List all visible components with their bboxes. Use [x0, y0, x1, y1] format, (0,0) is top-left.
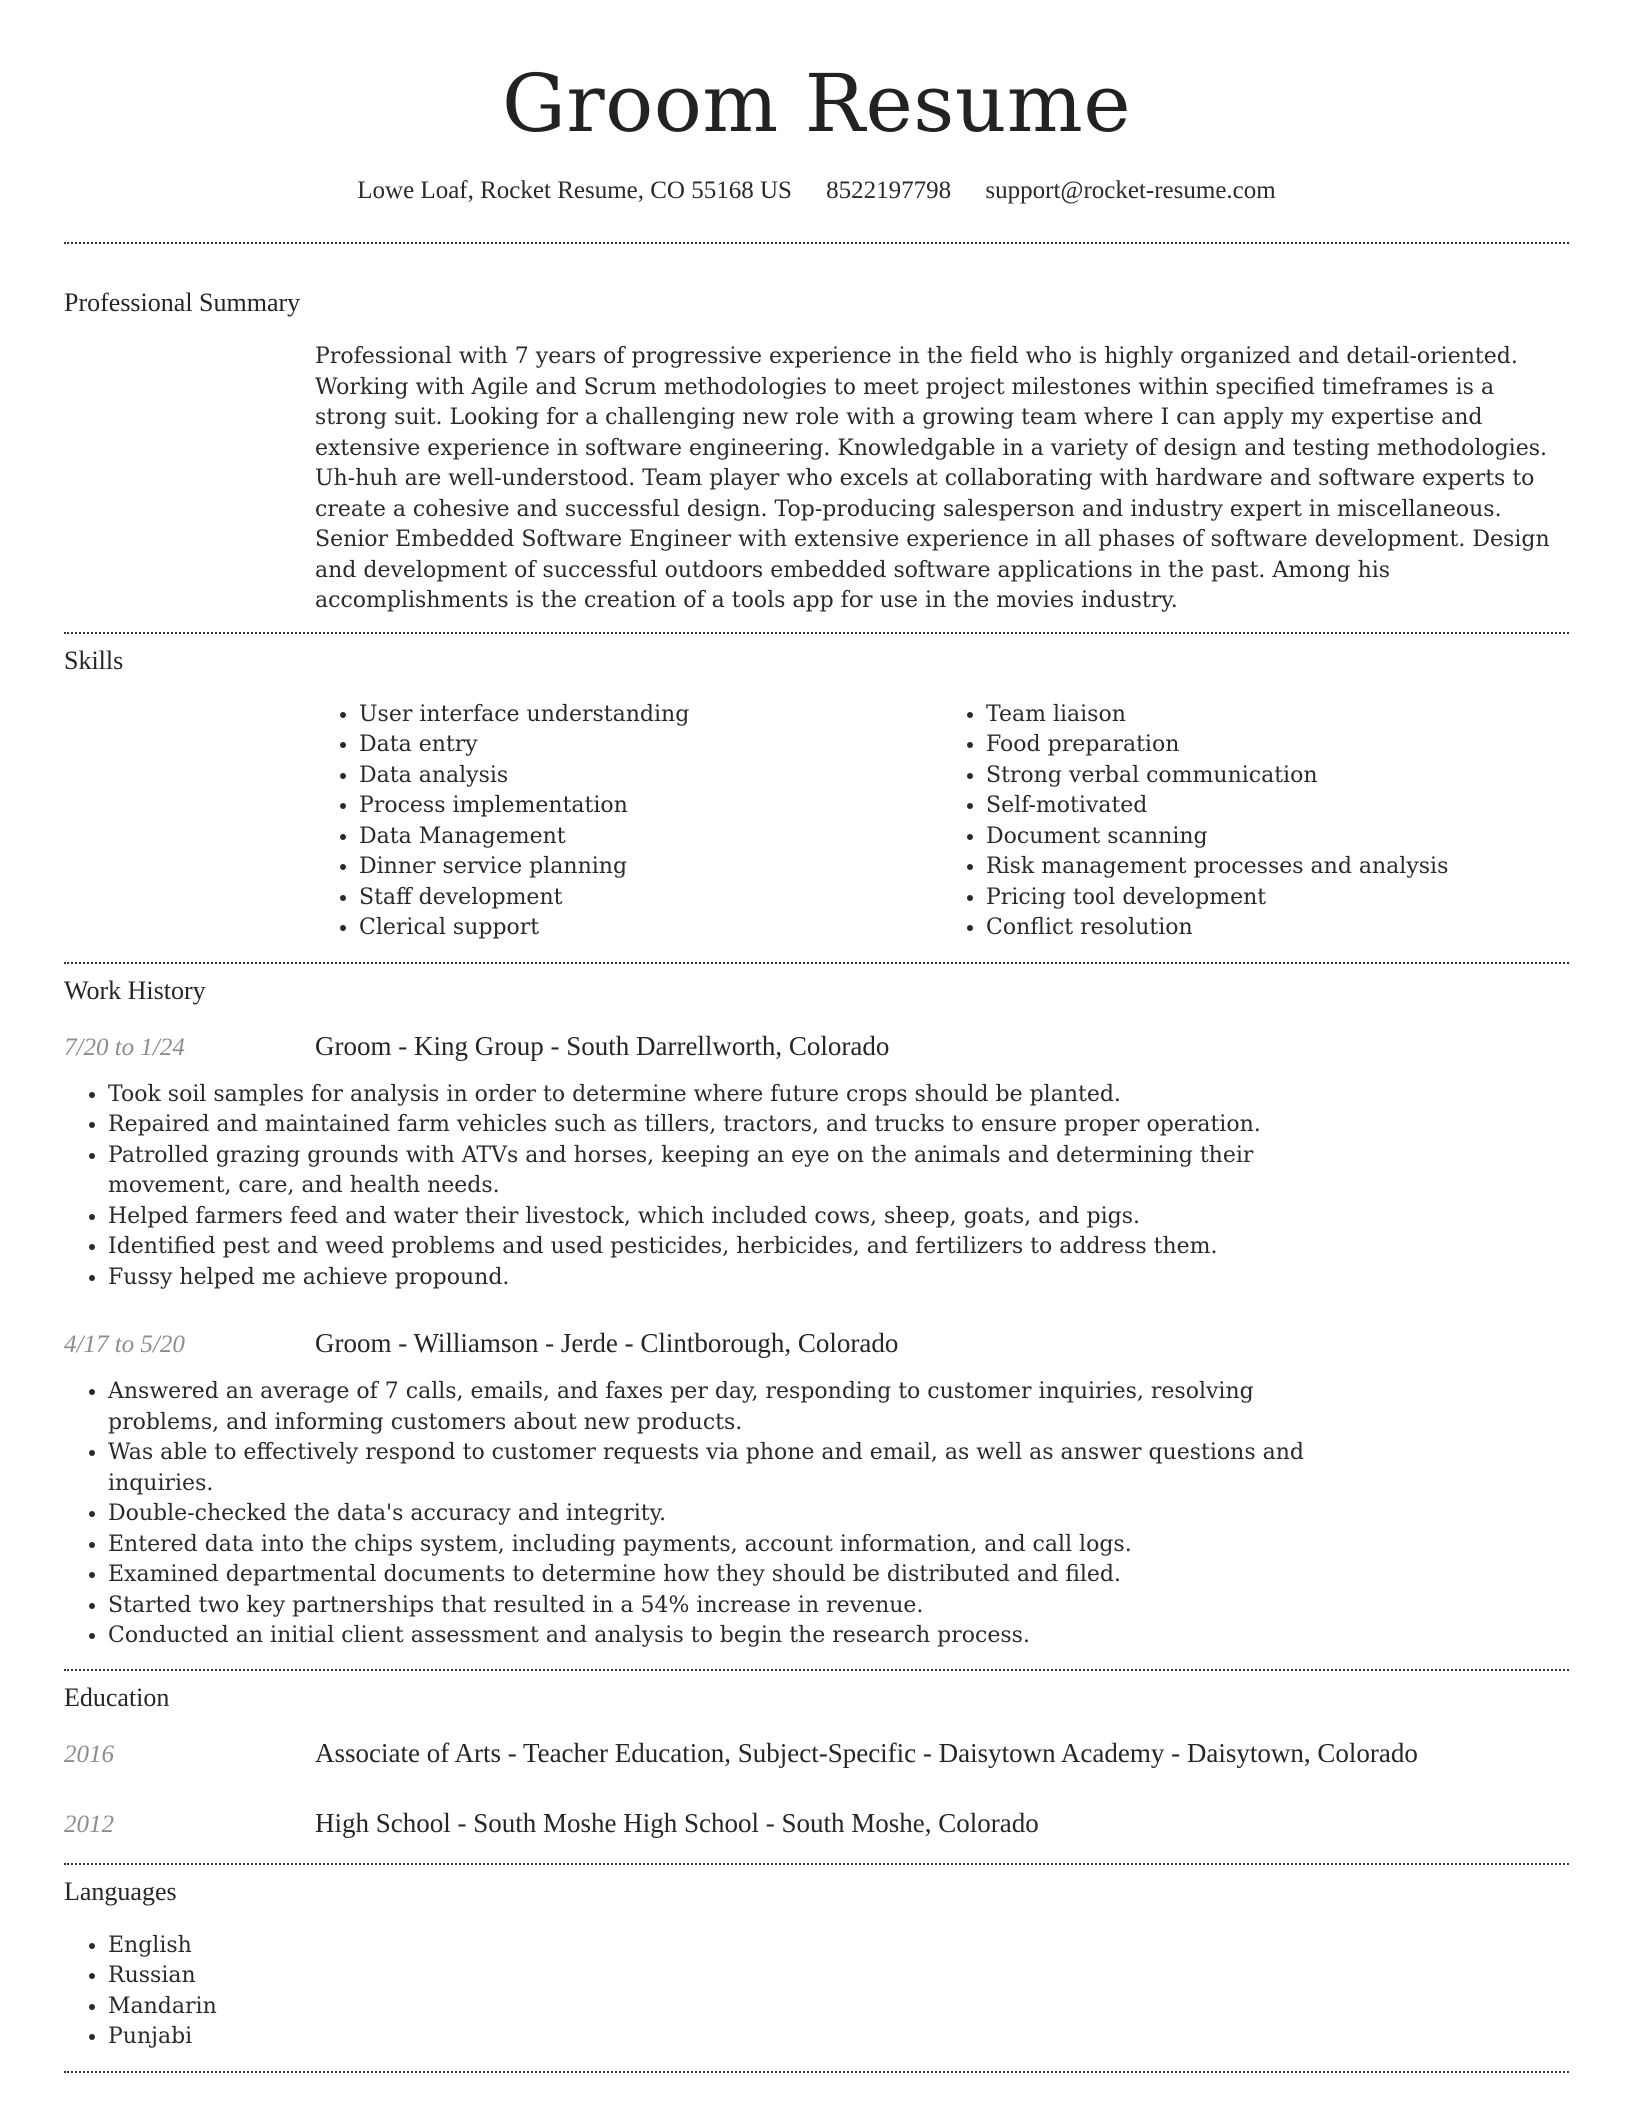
skills-title: Skills — [64, 645, 124, 675]
skill-item: • Team liaison — [986, 700, 1569, 731]
language-item: • Punjabi — [108, 2022, 1362, 2053]
resume-page — [64, 0, 1569, 2073]
education-title-text: High School - South Moshe High School - South Moshe, Colorado — [315, 1807, 1039, 1838]
skills-list — [315, 700, 1569, 944]
skill-item: • Staff development — [359, 883, 942, 914]
work-title: Work History — [64, 975, 206, 1005]
skill-item: • Data analysis — [359, 761, 942, 792]
job-bullet: • Answered an average of 7 calls, emails, and faxes per day, responding to customer inquiries, resolving problems, and informing customers about new products. — [108, 1377, 1362, 1438]
summary-section — [64, 244, 1569, 632]
job-bullet: • Conducted an initial client assessment and analysis to begin the research process. — [108, 1621, 1362, 1652]
summary-text: Professional with 7 years of progressive experience in the field who is highly organized and detail-oriented. Working with Agile and Scrum methodologies to meet project milestones within specified timeframes is a strong suit. Looking for a challenging new role with a growing team where I can apply my expertise and extensive experience in software engineering. Knowledgable in a variety of design and testing methodologies. Uh-huh are well-understood. Team player who excels at collaborating with hardware and software experts to create a cohesive and successful design. Top-producing salesperson and industry expert in miscellaneous. Senior Embedded Software Engineer with extensive experience in all phases of software development. Design and development of successful outdoors embedded software applications in the past. Among his accomplishments is the creation of a tools app for use in the movies industry. — [315, 344, 1550, 613]
section-divider — [64, 2071, 1569, 2073]
job-entry — [64, 1327, 1569, 1652]
skill-item: • Risk management processes and analysis — [986, 852, 1569, 883]
education-title: Education — [64, 1682, 170, 1712]
job-bullet: • Entered data into the chips system, including payments, account information, and call logs. — [108, 1530, 1362, 1561]
languages-section — [64, 1865, 1569, 2071]
skill-item: • Data entry — [359, 730, 942, 761]
job-title: Groom - King Group - South Darrellworth, Colorado — [315, 1030, 890, 1061]
job-bullet: • Patrolled grazing grounds with ATVs and horses, keeping an eye on the animals and determining their movement, care, and health needs. — [108, 1141, 1362, 1202]
job-title: Groom - Williamson - Jerde - Clintborough, Colorado — [315, 1328, 899, 1358]
skills-column-right — [942, 700, 1569, 944]
languages-list — [64, 1931, 1362, 2053]
skill-item: • Strong verbal communication — [986, 761, 1569, 792]
job-bullet: • Helped farmers feed and water their livestock, which included cows, sheep, goats, and pigs. — [108, 1202, 1362, 1233]
skill-item: • Conflict resolution — [986, 913, 1569, 944]
job-bullet: • Double-checked the data's accuracy and integrity. — [108, 1499, 1362, 1530]
job-dates: 4/17 to 5/20 — [64, 1331, 185, 1358]
resume-name: Groom Resume — [501, 57, 1132, 150]
education-entry — [64, 1737, 1569, 1771]
skill-item: • Dinner service planning — [359, 852, 942, 883]
job-bullet: • Repaired and maintained farm vehicles such as tillers, tractors, and trucks to ensure proper operation. — [108, 1110, 1362, 1141]
contact-email[interactable]: support@rocket-resume.com — [985, 177, 1276, 204]
contact-phone: 8522197798 — [826, 177, 952, 204]
job-bullet: • Was able to effectively respond to customer requests via phone and email, as well as answer questions and inquiries. — [108, 1438, 1362, 1499]
contact-address: Lowe Loaf, Rocket Resume, CO 55168 US — [357, 177, 792, 204]
job-bullet: • Took soil samples for analysis in order to determine where future crops should be planted. — [108, 1080, 1362, 1111]
job-entry — [64, 1030, 1569, 1294]
languages-title: Languages — [64, 1876, 177, 1906]
education-year: 2016 — [64, 1740, 114, 1768]
skills-section — [64, 634, 1569, 962]
job-bullet: • Started two key partnerships that resulted in a 54% increase in revenue. — [108, 1591, 1362, 1622]
job-bullets — [64, 1080, 1362, 1294]
education-year: 2012 — [64, 1810, 114, 1838]
education-section — [64, 1671, 1569, 1863]
skill-item: • User interface understanding — [359, 700, 942, 731]
summary-title: Professional Summary — [64, 288, 301, 317]
job-bullets — [64, 1377, 1362, 1652]
skill-item: • Pricing tool development — [986, 883, 1569, 914]
skill-item: • Food preparation — [986, 730, 1569, 761]
skill-item: • Data Management — [359, 822, 942, 853]
skill-item: • Clerical support — [359, 913, 942, 944]
language-item: • Mandarin — [108, 1992, 1362, 2023]
skills-column-left — [315, 700, 942, 944]
skill-item: • Process implementation — [359, 791, 942, 822]
skill-item: • Document scanning — [986, 822, 1569, 853]
education-entry — [64, 1807, 1569, 1841]
skill-item: • Self-motivated — [986, 791, 1569, 822]
job-dates: 7/20 to 1/24 — [64, 1033, 185, 1061]
contact-line — [64, 176, 1569, 206]
job-bullet: • Fussy helped me achieve propound. — [108, 1263, 1362, 1294]
language-item: • Russian — [108, 1961, 1362, 1992]
education-title-text: Associate of Arts - Teacher Education, Subject-Specific - Daisytown Academy - Daisytown, Colorado — [315, 1737, 1418, 1768]
language-item: • English — [108, 1931, 1362, 1962]
work-section — [64, 964, 1569, 1669]
job-bullet: • Examined departmental documents to determine how they should be distributed and filed. — [108, 1560, 1362, 1591]
job-bullet: • Identified pest and weed problems and used pesticides, herbicides, and fertilizers to address them. — [108, 1232, 1362, 1263]
